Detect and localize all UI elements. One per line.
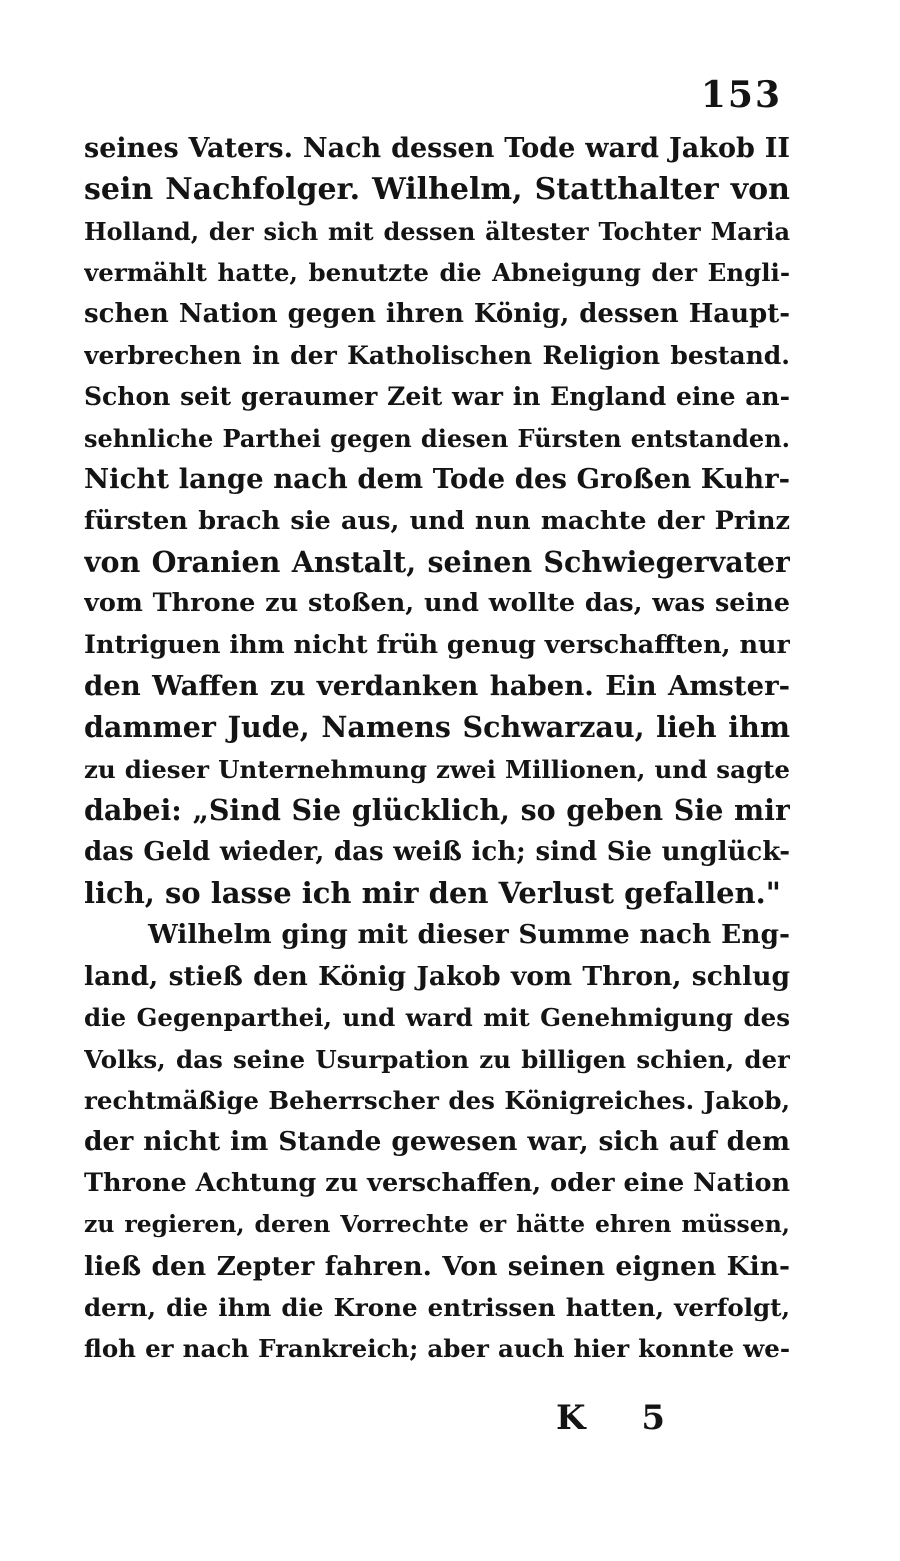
text-line: dern, die ihm die Krone entrissen hatten, verfolgt, (84, 1292, 790, 1322)
text-line: fürsten brach sie aus, und nun machte der Prinz (84, 505, 790, 536)
text-line: schen Nation gegen ihren König, dessen Haupt- (84, 298, 790, 329)
text-line: sehnliche Parthei gegen diesen Fürsten entstanden. (84, 423, 790, 453)
text-line: von Oranien Anstalt, seinen Schwiegervater (84, 544, 790, 579)
page-number: 153 (700, 74, 782, 116)
text-line: dabei: „Sind Sie glücklich, so geben Sie mir (84, 793, 790, 828)
text-line: zu regieren, deren Vorrechte er hätte ehren müssen, (84, 1210, 790, 1239)
text-line: lich, so lasse ich mir den Verlust gefallen." (84, 876, 781, 911)
signature-mark: K 5 (556, 1398, 688, 1438)
text-line: Throne Achtung zu verschaffen, oder eine Nation (84, 1167, 790, 1198)
text-line: den Waffen zu verdanken haben. Ein Amster- (84, 670, 790, 703)
text-line: vermählt hatte, benutzte die Abneigung der Engli- (84, 258, 790, 288)
text-line: ließ den Zepter fahren. Von seinen eignen Kin- (84, 1250, 790, 1282)
text-line: Volks, das seine Usurpation zu billigen schien, der (84, 1044, 790, 1074)
text-line: das Geld wieder, das weiß ich; sind Sie unglück- (84, 836, 790, 867)
text-line: sein Nachfolger. Wilhelm, Statthalter von (84, 172, 790, 208)
text-line: die Gegenparthei, und ward mit Genehmigung des (84, 1003, 790, 1033)
text-line: Holland, der sich mit dessen ältester Tochter Maria (84, 216, 790, 246)
text-line: dammer Jude, Namens Schwarzau, lieh ihm (84, 710, 790, 745)
text-line: Nicht lange nach dem Tode des Großen Kuhr- (84, 463, 790, 496)
text-line: zu dieser Unternehmung zwei Millionen, und sagte (84, 754, 790, 784)
text-line: Schon seit geraumer Zeit war in England eine an- (84, 382, 790, 412)
text-line: seines Vaters. Nach dessen Tode ward Jakob II (84, 133, 790, 164)
text-line: Wilhelm ging mit dieser Summe nach Eng- (148, 919, 790, 951)
body-text (84, 128, 790, 1370)
text-line: land, stieß den König Jakob vom Thron, schlug (84, 960, 790, 992)
text-line: rechtmäßige Beherrscher des Königreiches. Jakob, (84, 1085, 790, 1115)
text-line: vom Throne zu stoßen, und wollte das, was seine (84, 588, 790, 619)
text-line: Intriguen ihm nicht früh genug verschafften, nur (84, 629, 790, 660)
text-line: der nicht im Stande gewesen war, sich auf dem (84, 1126, 790, 1158)
text-line: verbrechen in der Katholischen Religion bestand. (84, 340, 790, 370)
text-line: floh er nach Frankreich; aber auch hier konnte we- (84, 1334, 790, 1364)
